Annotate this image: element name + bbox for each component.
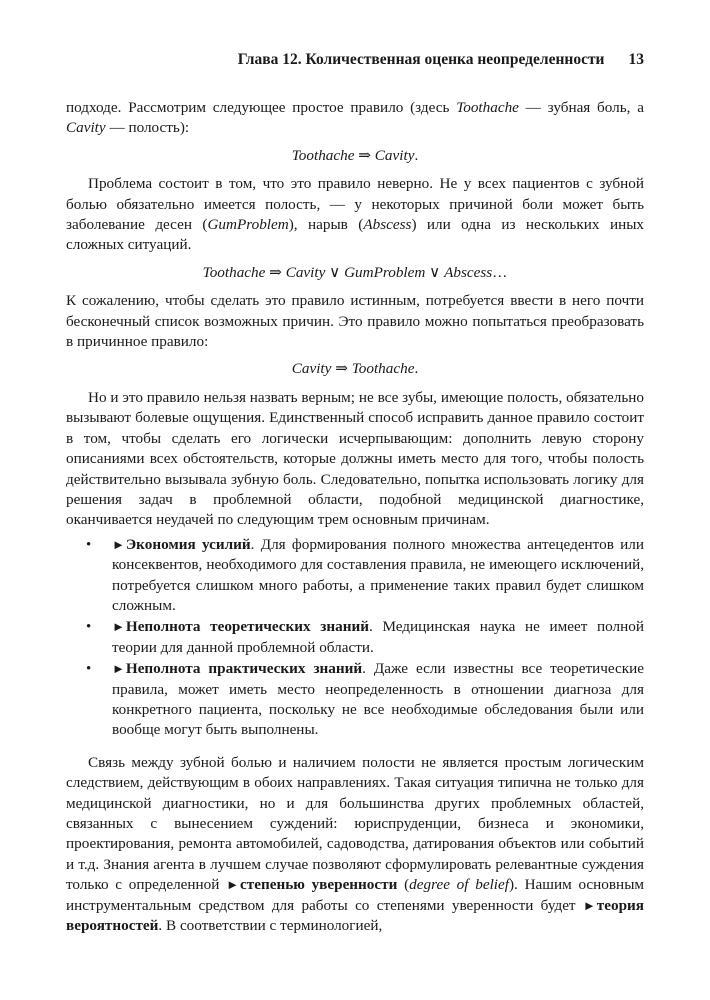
list-text: . Для формирования полного множества антецедентов или консеквентов, необходимого для составления правила, не имеющего исключений, потребуется слишком много работы, а применение таких правил будет слишком сложным. — [112, 535, 645, 614]
arrow-marker-icon: ► — [582, 897, 596, 913]
formula-term: Abscess — [444, 263, 493, 281]
text-run: ), нарыв ( — [288, 216, 364, 234]
formula-term: Cavity — [285, 263, 326, 281]
page-body — [66, 98, 644, 936]
paragraph-4: Но и это правило нельзя назвать верным; не все зубы, имеющие полость, обязательно вызывают болевые ощущения. Единственный способ исправить данное правило состоит в том, чтобы сделать его логически исчерпывающим: дополнить левую сторону описаниями всех обстоятельств, которые должны иметь место для того, чтобы полость действительно вызывала зубную боль. Следовательно, попытка использовать логику для решения задач в проблемной области, подобной медицинской диагностике, оканчивается неудачей по следующим трем основным причинам. — [66, 388, 644, 529]
list-text: . Даже если известны все теоретические правила, может иметь место неопределенность в отношении диагноза для конкретного пациента, поскольку не все необходимые обследования были или вообще могут быть выполнены. — [112, 660, 644, 739]
implies-symbol: ⇒ — [265, 263, 286, 281]
formula-end: . — [414, 360, 419, 378]
formula-1 — [66, 146, 644, 166]
term-cavity: Cavity — [66, 119, 106, 137]
text-run: ) или одна из нескольких иных сложных ситуаций. — [66, 216, 644, 254]
term-english: degree of belief — [409, 876, 509, 894]
term-probability-theory: теория вероятностей — [66, 896, 644, 935]
text-run: Связь между зубной болью и наличием полости не является простым логическим следствием, действующим в обоих направлениях. Такая ситуация типична не только для медицинской диагностики, но и для большинства других проблемных областей, связанных с вынесением суждений: юриспруденции, бизнеса и экономики, проектирования, ремонта автомобилей, садоводства, датирования объектов или событий и т.д. Знания агента в лучшем случае позволяют сформулировать релевантные суждения только с определенной — [66, 753, 644, 894]
paragraph-2 — [66, 174, 644, 256]
paragraph-3: К сожалению, чтобы сделать это правило истинным, потребуется ввести в него почти бесконечный список возможных причин. Это правило можно попытаться преобразовать в причинное правило: — [66, 292, 644, 351]
arrow-marker-icon: ► — [112, 619, 125, 635]
or-symbol: ∨ — [425, 263, 445, 281]
text-run: — полость): — [105, 119, 190, 137]
term-toothache: Toothache — [456, 99, 519, 116]
bullet-icon: • — [86, 536, 92, 553]
text-run: ( — [397, 876, 410, 894]
formula-end: . — [414, 146, 419, 164]
list-text: . Медицинская наука не имеет полной теории для данной проблемной области. — [112, 618, 644, 656]
bullet-icon: • — [86, 661, 92, 678]
or-symbol: ∨ — [325, 263, 345, 281]
page-number: 13 — [628, 51, 644, 68]
implies-symbol: ⇒ — [354, 146, 375, 164]
bullet-icon: • — [86, 619, 92, 636]
list-item — [66, 617, 644, 658]
list-item — [66, 535, 644, 617]
term-gumproblem: GumProblem — [207, 216, 289, 234]
running-header — [66, 50, 644, 70]
arrow-marker-icon: ► — [226, 877, 240, 893]
implies-symbol: ⇒ — [331, 360, 352, 378]
list-item — [66, 659, 644, 741]
formula-end: … — [492, 263, 508, 281]
formula-term: Cavity — [374, 146, 415, 164]
reasons-list — [66, 535, 644, 741]
list-term: Неполнота теоретических знаний — [125, 618, 369, 636]
text-run: Проблема состоит в том, что это правило неверно. Не у всех пациентов с зубной болью обязательно имеется полость, — у некоторых причиной боли может быть заболевание десен ( — [66, 175, 644, 234]
formula-2 — [66, 263, 644, 283]
formula-term: Toothache — [351, 360, 415, 378]
chapter-title: Глава 12. Количественная оценка неопределенности — [237, 51, 605, 68]
list-term: Неполнота практических знаний — [125, 660, 363, 678]
formula-3 — [66, 359, 644, 379]
arrow-marker-icon: ► — [112, 661, 125, 677]
formula-term: GumProblem — [344, 263, 426, 281]
formula-term: Toothache — [202, 263, 266, 281]
paragraph-5 — [66, 753, 644, 937]
text-run: — зубная боль, а — [518, 99, 644, 116]
formula-term: Cavity — [291, 360, 332, 378]
formula-term: Toothache — [291, 146, 355, 164]
arrow-marker-icon: ► — [112, 536, 125, 552]
list-term: Экономия усилий — [125, 535, 251, 553]
text-run: ). Нашим основным инструментальным средством для работы со степенями уверенности будет — [66, 876, 645, 914]
paragraph-1 — [66, 98, 644, 139]
term-abscess: Abscess — [363, 216, 412, 234]
term-degree-of-belief: степенью уверенности — [240, 876, 398, 894]
text-run: . В соответствии с терминологией, — [158, 917, 383, 935]
text-run: подходе. Рассмотрим следующее простое правило (здесь — [66, 99, 457, 116]
